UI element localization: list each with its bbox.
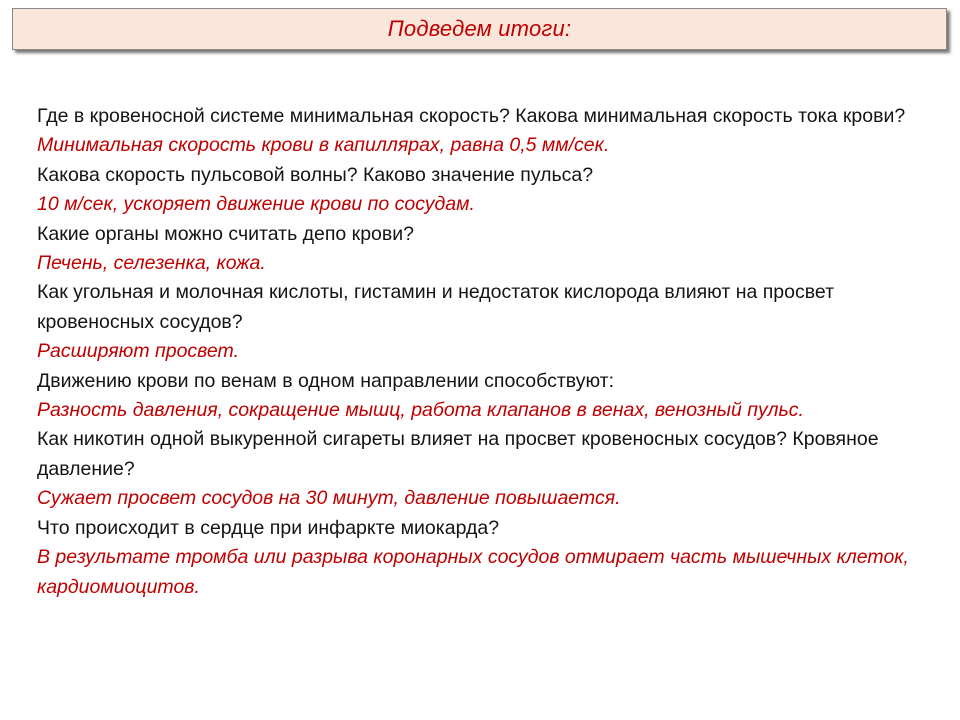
answer-6: Сужает просвет сосудов на 30 минут, давление повышается. bbox=[37, 487, 621, 510]
question-4: Как угольная и молочная кислоты, гистамин и недостаток кислорода влияют на просвет кровеносных сосудов? bbox=[37, 281, 835, 333]
answer-1: Минимальная скорость крови в капиллярах, равна 0,5 мм/сек. bbox=[37, 134, 610, 157]
answer-5: Разность давления, сокращение мышц, работа клапанов в венах, венозный пульс. bbox=[37, 399, 804, 422]
question-5: Движению крови по венам в одном направлении способствуют: bbox=[37, 369, 614, 392]
answer-7: В результате тромба или разрыва коронарных сосудов отмирает часть мышечных клеток, кардиомиоцитов. bbox=[37, 546, 909, 598]
question-6: Как никотин одной выкуренной сигареты влияет на просвет кровеносных сосудов? Кровяное давление? bbox=[37, 428, 879, 480]
slide-title: Подведем итоги: bbox=[387, 16, 572, 41]
summary-content bbox=[37, 102, 917, 602]
question-3: Какие органы можно считать депо крови? bbox=[37, 222, 415, 245]
answer-3: Печень, селезенка, кожа. bbox=[37, 252, 266, 275]
question-1: Где в кровеносной системе минимальная скорость? Какова минимальная скорость тока крови? bbox=[37, 105, 906, 127]
answer-2: 10 м/сек, ускоряет движение крови по сосудам. bbox=[37, 193, 475, 216]
question-7: Что происходит в сердце при инфаркте миокарда? bbox=[37, 516, 500, 539]
answer-4: Расширяют просвет. bbox=[37, 340, 239, 363]
title-banner bbox=[12, 8, 947, 50]
question-2: Какова скорость пульсовой волны? Каково значение пульса? bbox=[37, 163, 594, 186]
